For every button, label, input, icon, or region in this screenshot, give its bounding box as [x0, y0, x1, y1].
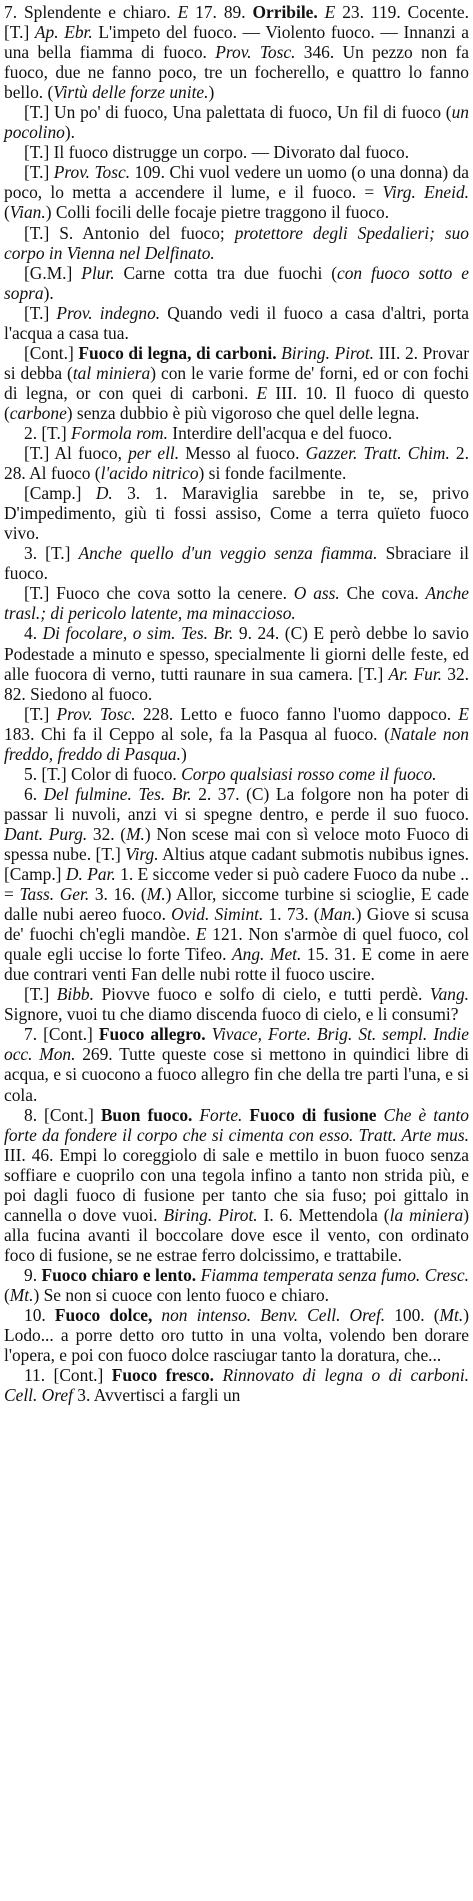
italic-run: M.: [126, 823, 145, 844]
italic-run: Ang. Met.: [232, 944, 302, 965]
text-run: [T.]: [24, 302, 57, 323]
text-run: [318, 2, 325, 22]
italic-run: Virg. Eneid.: [382, 182, 470, 203]
italic-run: Del fulmine.: [43, 783, 132, 804]
headword-run: Orribile.: [252, 2, 318, 22]
italic-run: Prov. Tosc.: [53, 162, 131, 183]
text-run: 1. 73. (: [263, 904, 320, 925]
entry-paragraph-p02: [4, 102, 469, 142]
text-run: 23. 119. Cocente. [T.]: [4, 2, 469, 43]
entry-paragraph-p19: [4, 1024, 469, 1104]
text-run: 32. 82. Siedono al fuoco.: [4, 663, 469, 704]
italic-run: M.: [146, 884, 166, 905]
entry-paragraph-p09: [4, 423, 469, 443]
text-run: 228. Letto e fuoco fanno l'uomo dappoco.: [135, 703, 459, 724]
italic-run: non intenso. Benv. Cell. Oref.: [161, 1305, 386, 1326]
text-run: ) alla fucina avanti il boccolare dove esce il vento, con ordinato foco di fusione, se ne estrae ferro dolcissimo, e trattabile.: [4, 1204, 469, 1265]
entry-paragraph-p22: [4, 1305, 469, 1365]
italic-run: D.: [95, 483, 113, 504]
entry-paragraph-p18: [4, 984, 469, 1024]
text-run: 1. E siccome veder si può cadere Fuoco da nube .. =: [4, 864, 469, 905]
text-run: ): [208, 82, 215, 103]
text-run: 346. Un pezzo non fa fuoco, due ne fanno poco, tre un focherello, e quattro lo fanno bello. (: [4, 42, 469, 103]
entry-paragraph-p21: [4, 1265, 469, 1305]
italic-run: Tes. Br.: [138, 783, 192, 804]
entry-paragraph-p05: [4, 223, 469, 263]
text-run: ) Lodo... a porre detto oro tutto in una volta, volendo ben dorare l'opera, e poi con fuoco dolce rasciugar tanto la doratura, che...: [4, 1305, 470, 1366]
text-run: 121. Non s'armòe di quel fuoco, col quale egli uccise lo forte Tifeo.: [4, 924, 470, 965]
text-run: ) si fonde facilmente.: [198, 463, 347, 484]
text-run: 3. Avvertisci a fargli un: [72, 1385, 241, 1406]
text-run: L'impeto del fuoco. — Violento fuoco. — Innanzi a una bella fiamma di fuoco.: [4, 22, 469, 63]
italic-run: Man.: [319, 904, 356, 925]
text-run: 6.: [24, 783, 44, 804]
entry-paragraph-p03: [4, 142, 469, 162]
text-run: [T.] Un po' di fuoco, Una palettata di fuoco, Un fil di fuoco (: [24, 102, 452, 123]
text-run: (: [4, 202, 10, 223]
headword-run: Fuoco di fusione: [249, 1104, 377, 1125]
text-run: Quando vedi il fuoco a casa d'altri, porta l'acqua a casa tua.: [4, 302, 470, 343]
text-run: 269. Tutte queste cose si mettono in quindici libre di acqua, e si cuocono a fuoco allegro fin che della tre parti l'una, e si cola.: [4, 1044, 469, 1105]
text-run: 9.: [24, 1264, 42, 1285]
entry-paragraph-p13: [4, 583, 469, 623]
text-run: (: [4, 1285, 10, 1305]
entry-paragraph-p12: [4, 543, 469, 583]
italic-run: Forte.: [199, 1104, 243, 1125]
text-run: ) senza dubbio è più vigoroso che quel delle legna.: [66, 402, 420, 423]
italic-run: Vian.: [9, 202, 46, 223]
text-run: 5. [T.] Color di fuoco.: [24, 763, 182, 784]
text-run: 183. Chi fa il Ceppo al sole, fa la Pasqua al fuoco. (: [4, 723, 390, 744]
text-run: Carne cotta tra due fuochi (: [114, 262, 337, 283]
italic-run: Bibb.: [56, 984, 94, 1005]
text-run: 17. 89.: [188, 2, 253, 22]
text-run: 9. 24. (C) E però debbe lo savio Podestade a minuto e spesso, specialmente li giorni delle feste, ed alle fuocora di verno, tutti raunare in sua camera. [T.]: [4, 623, 469, 684]
italic-run: Vivace, Forte. Brig. St. sempl. Indie occ. Mon.: [4, 1024, 469, 1065]
headword-run: Fuoco fresco.: [111, 1365, 215, 1386]
entry-paragraph-p16: [4, 764, 469, 784]
text-run: [G.M.]: [24, 262, 82, 283]
italic-run: tal miniera: [72, 362, 151, 383]
headword-run: Buon fuoco.: [100, 1104, 193, 1125]
italic-run: Anche quello d'un veggio senza fiamma.: [78, 543, 378, 564]
italic-run: la miniera: [389, 1204, 464, 1225]
text-run: ) Allor, siccome turbine si scioglie, E cade dalle nubi aereo fuoco.: [4, 884, 469, 925]
text-run: [T.] S. Antonio del fuoco;: [24, 222, 235, 243]
italic-run: Vang.: [429, 984, 470, 1005]
italic-run: Plur.: [81, 262, 115, 283]
text-run: Che cova.: [339, 583, 426, 604]
text-run: 3. [T.]: [24, 543, 79, 564]
text-run: 8. [Cont.]: [24, 1104, 101, 1125]
italic-run: E: [177, 2, 189, 22]
text-run: 2. [T.]: [24, 422, 71, 443]
italic-run: Prov. indegno.: [56, 302, 161, 323]
text-run: Sbraciare il fuoco.: [4, 543, 470, 584]
text-run: [T.] Al fuoco,: [24, 443, 129, 464]
entry-paragraph-p07: [4, 303, 469, 343]
text-run: III. 2. Provar si debba (: [4, 342, 469, 383]
text-run: ) Non scese mai con sì veloce moto Fuoco di spessa nube. [T.]: [4, 823, 469, 864]
italic-run: Anche trasl.; di pericolo latente, ma minaccioso.: [4, 583, 469, 624]
entry-paragraph-p04: [4, 162, 469, 222]
text-run: 7. [Cont.]: [24, 1024, 99, 1045]
italic-run: Tes. Br.: [181, 623, 234, 644]
text-run: 4.: [24, 623, 43, 644]
italic-run: E: [195, 924, 207, 945]
italic-run: Virg.: [125, 843, 159, 864]
italic-run: Virtù delle forze unite.: [53, 82, 209, 103]
text-run: ) Giove si scusa de' fuochi ch'egli mandòe.: [4, 904, 469, 945]
text-run: Piovve fuoco e solfo di cielo, e tutti perdè.: [93, 984, 430, 1005]
text-run: III. 10. Il fuoco di questo (: [4, 382, 469, 423]
text-run: ) Se non si cuoce con lento fuoco e chiaro.: [33, 1285, 330, 1305]
text-run: ) Colli focili delle focaje pietre traggono il fuoco.: [45, 202, 390, 223]
italic-run: carbone: [9, 402, 67, 423]
text-run: ).: [64, 122, 75, 143]
text-run: [T.] Fuoco che cova sotto la cenere.: [24, 583, 294, 604]
entry-paragraph-p06: [4, 263, 469, 303]
entry-paragraph-p23: [4, 1365, 469, 1405]
text-run: 3. 1. Maraviglia sarebbe in te, se, privo D'impedimento, giù ti fossi assiso, Come a terra quïeto fuoco vivo.: [4, 483, 469, 544]
italic-run: Biring. Pirot.: [281, 342, 375, 363]
italic-run: E: [458, 703, 470, 724]
italic-run: Ar. Fur.: [388, 663, 443, 684]
text-run: 10.: [24, 1305, 55, 1326]
text-run: [Camp.]: [24, 483, 96, 504]
text-run: 109. Chi vuol vedere un uomo (o una donna) da poco, lo metta a accendere il lume, e il fuoco. =: [4, 162, 470, 203]
italic-run: Che è tanto forte da fondere il corpo che si cimenta con esso. Tratt. Arte mus.: [4, 1104, 469, 1145]
entry-paragraph-p11: [4, 483, 469, 543]
italic-run: un pocolino: [4, 102, 469, 143]
text-run: Altius atque cadant submotis nubibus ignes. [Camp.]: [4, 843, 469, 885]
entry-paragraph-p20: [4, 1105, 469, 1265]
italic-run: Gazzer. Tratt. Chim.: [305, 443, 450, 464]
text-run: 11. [Cont.]: [24, 1365, 112, 1386]
text-run: 2. 37. (C) La folgore non ha poter di passar li nuvoli, anzi vi si spegne dentro, e perde il suo fuoco.: [4, 783, 469, 824]
italic-run: E: [256, 382, 268, 403]
text-run: [T.]: [24, 162, 54, 183]
entry-paragraph-p08: [4, 343, 469, 423]
text-run: 15. 31. E come in aere due contrari venti Fan delle nubi rotte il fuoco uscire.: [4, 944, 469, 985]
text-run: ): [180, 743, 187, 764]
italic-run: Biring. Pirot.: [163, 1204, 258, 1225]
italic-run: Dant. Purg.: [4, 823, 88, 844]
headword-run: Fuoco chiaro e lento.: [41, 1264, 197, 1285]
italic-run: Ovid. Simint.: [171, 904, 264, 925]
text-run: ) con le varie forme de' forni, ed or con fochi di legna, or con quei di carboni.: [4, 362, 469, 403]
text-run: 32. (: [87, 823, 127, 844]
italic-run: Prov. Tosc.: [215, 42, 296, 63]
italic-run: Ap. Ebr.: [34, 22, 93, 43]
italic-run: O ass.: [293, 583, 340, 604]
italic-run: Fiamma temperata senza fumo. Cresc.: [200, 1264, 469, 1285]
italic-run: Natale non freddo, freddo di Pasqua.: [4, 723, 469, 764]
headword-run: Fuoco di legna, di carboni.: [78, 342, 277, 363]
text-run: [T.]: [24, 984, 57, 1005]
italic-run: Corpo qualsiasi rosso come il fuoco.: [181, 763, 437, 784]
text-run: Interdire dell'acqua e del fuoco.: [167, 422, 393, 443]
text-run: [376, 1105, 383, 1125]
headword-run: Fuoco allegro.: [98, 1024, 206, 1045]
italic-run: protettore degli Spedalieri; suo corpo in Vienna nel Delfinato.: [4, 222, 469, 263]
italic-run: con fuoco sotto e sopra: [4, 262, 470, 303]
italic-run: E: [324, 2, 336, 22]
text-run: Signore, vuoi tu che diamo discenda fuoco di cielo, e li consumi?: [4, 1004, 459, 1025]
italic-run: Tass. Ger.: [19, 884, 90, 905]
text-run: ).: [43, 282, 54, 303]
text-run: [Cont.]: [24, 342, 79, 363]
italic-run: Mt.: [439, 1305, 464, 1326]
text-run: 2. 28. Al fuoco (: [4, 443, 469, 484]
text-run: 7. Splendente e chiaro.: [4, 2, 178, 22]
text-run: [T.] Il fuoco distrugge un corpo. — Divorato dal fuoco.: [24, 142, 410, 163]
headword-run: Fuoco dolce,: [54, 1305, 153, 1326]
italic-run: Rinnovato di legna o di carboni. Cell. Oref: [4, 1365, 469, 1406]
text-run: Messo al fuoco.: [179, 443, 306, 464]
entry-paragraph-p17: [4, 784, 469, 984]
text-run: 100. (: [385, 1305, 440, 1326]
italic-run: l'acido nitrico: [100, 463, 199, 484]
italic-run: Prov. Tosc.: [56, 703, 136, 724]
text-run: 3. 16. (: [89, 884, 147, 905]
italic-run: per ell.: [128, 443, 180, 464]
italic-run: Di focolare, o sim.: [42, 623, 176, 644]
entry-paragraph-p14: [4, 623, 469, 703]
entry-paragraph-p01: [4, 2, 469, 102]
entry-paragraph-p10: [4, 443, 469, 483]
italic-run: D. Par.: [65, 864, 116, 885]
text-run: I. 6. Mettendola (: [257, 1204, 390, 1225]
entry-paragraph-p15: [4, 704, 469, 764]
text-run: [T.]: [24, 703, 57, 724]
italic-run: Mt.: [9, 1285, 34, 1305]
text-run: III. 46. Empi lo coreggiolo di sale e mettilo in buon fuoco senza soffiare e cuoprilo con una tegola infino a tanto non strida più, e poi dagli fuoco di fusione per tanto che sia fuso; poi gittalo in cannella o dove vuoi.: [4, 1144, 469, 1225]
italic-run: Formola rom.: [71, 422, 168, 443]
